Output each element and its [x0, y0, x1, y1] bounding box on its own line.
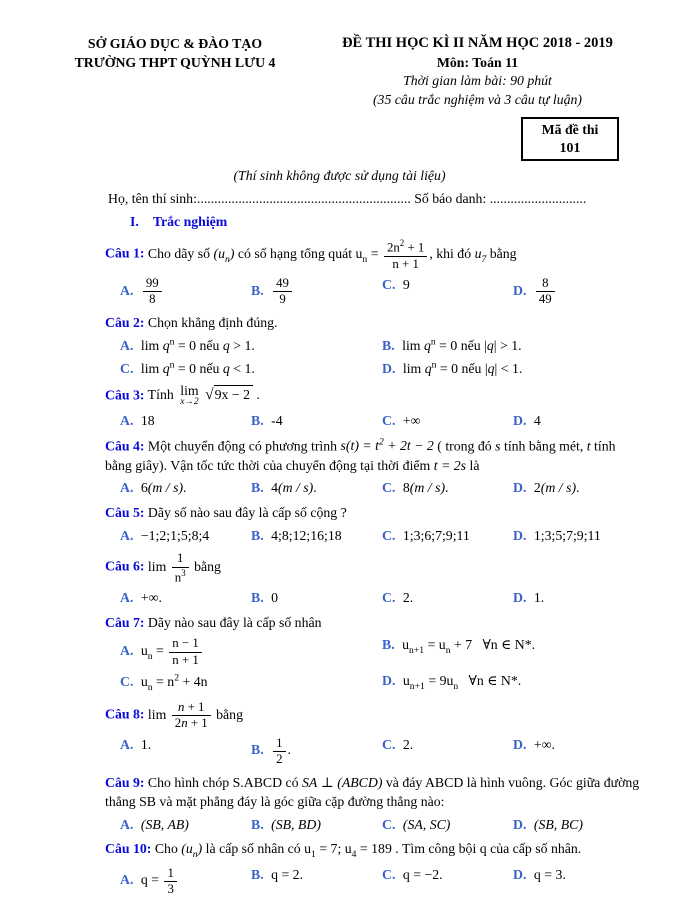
answer-options	[120, 735, 643, 768]
answer-letter: A.	[120, 282, 134, 298]
exam-title: ĐỀ THI HỌC KÌ II NĂM HỌC 2018 - 2019	[342, 35, 613, 51]
answer-options	[120, 865, 643, 897]
answer-letter: B.	[382, 337, 395, 353]
questions	[105, 237, 643, 897]
answer-letter: A.	[120, 590, 134, 606]
answer-letter: B.	[251, 413, 264, 429]
answer-options	[120, 635, 643, 694]
answer-letter: D.	[382, 361, 396, 377]
answer-text: q = $\frac{1}{3}$	[137, 872, 178, 887]
answer-option-C	[382, 526, 513, 546]
answer-text: 1.	[530, 590, 545, 606]
question-label: Câu 3:	[105, 387, 145, 403]
answer-text: $\frac{8}{49}$	[530, 283, 556, 298]
answer-letter: B.	[251, 527, 264, 543]
answer-letter: D.	[382, 673, 396, 689]
answer-letter: A.	[120, 816, 134, 832]
question-label: Câu 5:	[105, 505, 145, 520]
answer-text: $\frac{99}{8}$	[137, 283, 163, 298]
answer-option-B	[382, 335, 643, 355]
answer-text: $u_{n+1} = u_n + 7$ ∀n ∈ N*.	[398, 637, 536, 657]
answer-text: 8(m / s).	[399, 480, 449, 496]
answer-option-D	[382, 671, 643, 694]
answer-text: $\lim q^n = 0$ nếu q < 1.	[137, 359, 255, 377]
answer-text: (SB, BD)	[271, 816, 321, 832]
answer-option-D	[513, 865, 643, 897]
answer-letter: A.	[120, 527, 134, 543]
candidate-info-line	[108, 189, 619, 209]
answer-text: (SB, BC)	[533, 816, 583, 832]
exam-subject: Môn: Toán 11	[436, 54, 519, 70]
answer-option-D	[513, 275, 643, 308]
answer-letter: B.	[251, 590, 264, 606]
answer-letter: A.	[120, 642, 134, 658]
answer-letter: D.	[513, 816, 527, 832]
answer-option-C	[382, 275, 513, 308]
answer-text: 4	[530, 413, 541, 429]
exam-code-value: 101	[559, 140, 581, 156]
exam-duration: Thời gian làm bài: 90 phút	[403, 73, 552, 89]
answer-option-C	[382, 478, 513, 498]
question-stem: Cho dãy số $(u_n)$ có số hạng tổng quát $u_n$ = $\frac{2n^2 + 1}{n + 1}$ , khi đó $u_7$ bằng	[144, 238, 517, 271]
candidate-id-dots: ............................	[489, 190, 587, 206]
answer-text: $u_n$ = $\frac{n - 1}{n + 1}$	[137, 643, 203, 658]
answer-text: 4;8;12;16;18	[267, 527, 342, 543]
answer-option-B	[251, 588, 382, 608]
question-label: Câu 10:	[105, 841, 152, 857]
answer-letter: C.	[120, 361, 134, 377]
header-department: SỞ GIÁO DỤC & ĐÀO TẠO	[87, 36, 263, 51]
exam-header	[0, 34, 679, 109]
answer-letter: D.	[513, 866, 527, 882]
answer-text: 6(m / s).	[137, 480, 187, 496]
question-6	[105, 550, 643, 608]
section-title	[130, 212, 679, 232]
answer-option-C	[382, 865, 513, 897]
answer-text: (SB, AB)	[140, 816, 189, 832]
answer-letter: A.	[120, 413, 134, 429]
answer-option-C	[382, 588, 513, 608]
answer-option-D	[382, 358, 643, 378]
answer-option-C	[382, 815, 513, 835]
answer-text: 2(m / s).	[530, 480, 580, 496]
answer-option-A	[120, 275, 251, 308]
question-label: Câu 6:	[105, 558, 145, 574]
answer-letter: B.	[251, 282, 264, 298]
exam-code-label: Mã đề thi	[541, 122, 599, 138]
answer-option-D	[513, 815, 643, 835]
candidate-id-label: Số báo danh:	[410, 190, 490, 206]
answer-option-C	[120, 671, 382, 694]
answer-letter: D.	[513, 590, 527, 606]
answer-options	[120, 275, 643, 308]
answer-letter: D.	[513, 527, 527, 543]
answer-option-C	[382, 411, 513, 431]
section-number: I.	[130, 214, 139, 230]
question-stem: Một chuyển động có phương trình $s(t) = t^2 + 2t - 2$ ( trong đó s tính bằng mét, t tính bằng giây). Vận tốc tức thời của chuyển động tại thời điểm t = 2s là	[105, 436, 616, 473]
question-label: Câu 8:	[105, 706, 145, 722]
answer-text: q = −2.	[399, 866, 443, 882]
question-label: Câu 2:	[105, 314, 145, 330]
answer-option-B	[382, 635, 643, 668]
answer-option-B	[251, 735, 382, 768]
question-stem: Chọn khẳng định đúng.	[144, 314, 278, 330]
answer-letter: B.	[382, 637, 395, 653]
answer-text: $\frac{1}{2}$ .	[268, 742, 291, 757]
question-label: Câu 7:	[105, 614, 145, 630]
answer-option-C	[120, 358, 382, 378]
answer-letter: D.	[513, 736, 527, 752]
exam-format: (35 câu trắc nghiệm và 3 câu tự luận)	[372, 91, 583, 107]
answer-option-A	[120, 588, 251, 608]
answer-option-A	[120, 815, 251, 835]
question-8	[105, 699, 643, 767]
question-stem: Cho $(u_n)$ là cấp số nhân có $u_1 = 7$; $u_4 = 189$ . Tìm công bội q của cấp số nhân.	[151, 841, 582, 860]
answer-text: 2.	[399, 736, 414, 752]
question-label: Câu 4:	[105, 438, 145, 454]
answer-option-C	[382, 735, 513, 768]
answer-text: 9	[399, 277, 410, 292]
question-10	[105, 839, 643, 897]
answer-text: (SA, SC)	[402, 816, 451, 832]
answer-letter: B.	[251, 742, 264, 758]
answer-letter: B.	[251, 866, 264, 882]
question-stem: Tính lim x→2 √9x − 2 .	[144, 382, 260, 408]
answer-letter: C.	[120, 673, 134, 689]
answer-option-B	[251, 526, 382, 546]
answer-option-D	[513, 411, 643, 431]
question-4	[105, 436, 643, 498]
question-9	[105, 773, 643, 835]
question-stem: lim $\frac{1}{n^3}$ bằng	[144, 551, 221, 584]
answer-option-D	[513, 526, 643, 546]
answer-options	[120, 815, 643, 835]
answer-option-A	[120, 411, 251, 431]
answer-options	[120, 526, 643, 546]
answer-text: 0	[267, 590, 279, 606]
answer-text: 1.	[137, 736, 152, 752]
answer-letter: A.	[120, 480, 134, 496]
candidate-name-dots: ..............................................................	[196, 190, 411, 206]
answer-option-D	[513, 588, 643, 608]
answer-text: 2.	[399, 590, 414, 606]
answer-letter: A.	[120, 337, 134, 353]
answer-option-B	[251, 411, 382, 431]
answer-text: q = 2.	[267, 866, 304, 882]
answer-text: $u_n = n^2 + 4n$	[137, 672, 208, 693]
question-stem: Dãy số nào sau đây là cấp số cộng ?	[144, 505, 347, 520]
answer-text: 4(m / s).	[267, 480, 317, 496]
answer-letter: A.	[120, 736, 134, 752]
answer-letter: B.	[251, 816, 264, 832]
answer-text: $\frac{49}{9}$	[268, 283, 294, 298]
answer-letter: C.	[382, 413, 396, 429]
answer-letter: C.	[382, 590, 396, 606]
exam-code-box	[521, 117, 619, 161]
answer-letter: C.	[382, 277, 396, 292]
answer-text: q = 3.	[530, 866, 566, 882]
question-label: Câu 1:	[105, 245, 145, 261]
answer-options	[120, 335, 643, 378]
answer-text: $\lim q^n = 0$ nếu |q| > 1.	[398, 336, 522, 353]
header-school: TRƯỜNG THPT QUỲNH LƯU 4	[74, 55, 276, 71]
candidate-name-label: Họ, tên thí sinh:	[108, 190, 197, 206]
answer-options	[120, 478, 643, 498]
answer-option-A	[120, 478, 251, 498]
question-stem: lim $\frac{n + 1}{2n + 1}$ bằng	[144, 700, 243, 731]
answer-text: +∞.	[530, 736, 555, 752]
answer-option-B	[251, 815, 382, 835]
answer-text: +∞.	[137, 590, 162, 606]
answer-option-A	[120, 335, 382, 355]
answer-option-D	[513, 735, 643, 768]
answer-letter: C.	[382, 480, 396, 496]
question-3	[105, 384, 643, 431]
header-exam-block	[300, 34, 655, 109]
answer-letter: A.	[120, 872, 134, 888]
answer-options	[120, 588, 643, 608]
answer-text: −1;2;1;5;8;4	[137, 527, 210, 543]
answer-option-A	[120, 735, 251, 768]
answer-text: $u_{n+1} = 9u_n$ ∀n ∈ N*.	[399, 673, 522, 692]
answer-option-D	[513, 478, 643, 498]
question-label: Câu 9:	[105, 774, 145, 790]
answer-letter: B.	[251, 480, 264, 496]
answer-text: $\lim q^n = 0$ nếu |q| < 1.	[399, 359, 523, 377]
answer-letter: D.	[513, 282, 527, 298]
question-7	[105, 613, 643, 694]
answer-letter: D.	[513, 480, 527, 496]
exam-notice: (Thí sinh không được sử dụng tài liệu)	[233, 168, 446, 184]
answer-letter: C.	[382, 527, 396, 543]
question-stem: Dãy nào sau đây là cấp số nhân	[144, 614, 322, 630]
answer-letter: D.	[513, 413, 527, 429]
answer-option-B	[251, 275, 382, 308]
answer-options	[120, 411, 643, 431]
answer-letter: C.	[382, 816, 396, 832]
answer-letter: C.	[382, 866, 396, 882]
answer-option-A	[120, 526, 251, 546]
section-title-label: Trắc nghiệm	[152, 214, 228, 230]
answer-text: -4	[267, 413, 283, 429]
question-5	[105, 503, 643, 545]
question-1	[105, 237, 643, 308]
answer-option-B	[251, 478, 382, 498]
question-2	[105, 313, 643, 379]
answer-text: 18	[137, 413, 155, 429]
answer-text: +∞	[399, 413, 421, 429]
answer-option-A	[120, 635, 382, 668]
question-stem: Cho hình chóp S.ABCD có SA ⊥ (ABCD) và đáy ABCD là hình vuông. Góc giữa đường thẳng SB và mặt phẳng đáy là góc giữa cặp đường thẳng nào:	[105, 774, 640, 810]
answer-text: $\lim q^n = 0$ nếu q > 1.	[137, 336, 255, 353]
answer-text: 1;3;5;7;9;11	[530, 527, 601, 543]
answer-option-B	[251, 865, 382, 897]
answer-option-A	[120, 865, 251, 897]
answer-text: 1;3;6;7;9;11	[399, 527, 470, 543]
answer-letter: C.	[382, 736, 396, 752]
header-school-block	[50, 34, 300, 109]
